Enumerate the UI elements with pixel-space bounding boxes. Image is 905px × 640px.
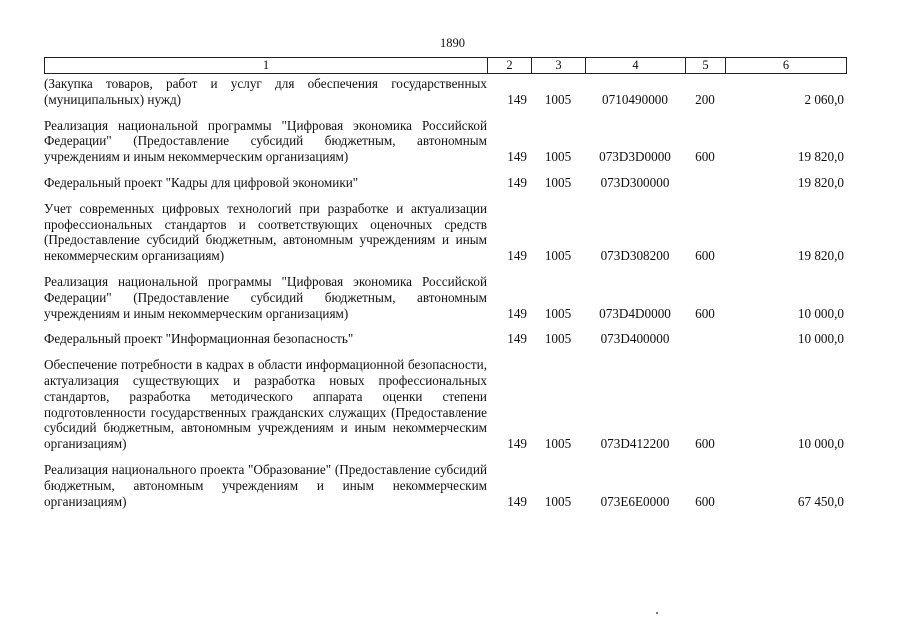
- row-target-code: 073D412200: [600, 436, 670, 452]
- row-amount: 19 820,0: [797, 174, 844, 190]
- column-header-2: 2: [488, 58, 532, 74]
- row-target-code: 0710490000: [602, 91, 668, 107]
- table-row: [44, 274, 846, 321]
- row-expense-type: 600: [695, 305, 715, 321]
- row-ministry-code: 149: [507, 331, 527, 347]
- row-ministry-code: 149: [507, 493, 527, 509]
- table-row: [44, 462, 846, 509]
- row-description: Реализация национальной программы "Цифровая экономика Российской Федерации" (Предоставление субсидий бюджетным, автономным учреждениям и иным некоммерческим организациям): [44, 117, 487, 165]
- scan-speck: [656, 612, 658, 614]
- row-expense-type: 600: [695, 436, 715, 452]
- column-header-row: [45, 58, 847, 74]
- row-section-code: 1005: [544, 174, 572, 190]
- row-description: Реализация национального проекта "Образование" (Предоставление субсидий бюджетным, автономным учреждениям и иным некоммерческим организациям): [44, 461, 487, 509]
- row-section-code: 1005: [544, 493, 572, 509]
- row-section-code: 1005: [544, 436, 572, 452]
- row-section-code: 1005: [544, 331, 572, 347]
- page-number: 1890: [440, 36, 465, 50]
- row-amount: 10 000,0: [797, 436, 844, 452]
- table-row: [44, 118, 846, 165]
- column-header-3: 3: [532, 58, 586, 74]
- row-amount: 10 000,0: [797, 305, 844, 321]
- table-row: [44, 357, 846, 452]
- row-ministry-code: 149: [507, 436, 527, 452]
- table-row: [44, 331, 846, 347]
- row-target-code: 073E6E0000: [600, 493, 670, 509]
- row-ministry-code: 149: [507, 91, 527, 107]
- row-description: Реализация национальной программы "Цифровая экономика Российской Федерации" (Предоставление субсидий бюджетным, автономным учреждениям и иным некоммерческим организациям): [44, 273, 487, 321]
- row-target-code: 073D308200: [600, 248, 670, 264]
- row-section-code: 1005: [544, 248, 572, 264]
- row-expense-type: 600: [695, 149, 715, 165]
- row-amount: 67 450,0: [797, 493, 844, 509]
- row-expense-type: 600: [695, 248, 715, 264]
- row-amount: 19 820,0: [797, 248, 844, 264]
- column-header-6: 6: [726, 58, 847, 74]
- column-header-1: 1: [45, 58, 488, 74]
- row-description: Учет современных цифровых технологий при разработке и актуализации профессиональных стандартов и соответствующих оценочных средств (Предоставление субсидий бюджетным, автономным учреждениям и иным некоммерческим организациям): [44, 200, 487, 264]
- row-amount: 19 820,0: [797, 149, 844, 165]
- row-target-code: 073D300000: [600, 174, 670, 190]
- row-description: Федеральный проект "Информационная безопасность": [44, 331, 354, 347]
- row-ministry-code: 149: [507, 248, 527, 264]
- table-row: [44, 201, 846, 264]
- row-section-code: 1005: [544, 149, 572, 165]
- row-target-code: 073D4D0000: [599, 305, 671, 321]
- column-header-5: 5: [686, 58, 726, 74]
- row-target-code: 073D3D0000: [599, 149, 671, 165]
- row-expense-type: 600: [695, 493, 715, 509]
- column-header-table: [44, 57, 847, 74]
- row-section-code: 1005: [544, 305, 572, 321]
- column-header-4: 4: [586, 58, 686, 74]
- row-amount: 10 000,0: [797, 331, 844, 347]
- row-amount: 2 060,0: [804, 91, 844, 107]
- table-row: [44, 175, 846, 191]
- row-description: (Закупка товаров, работ и услуг для обеспечения государственных (муниципальных) нужд): [44, 76, 487, 107]
- row-section-code: 1005: [544, 91, 572, 107]
- row-ministry-code: 149: [507, 174, 527, 190]
- row-expense-type: 200: [695, 91, 715, 107]
- row-description: Обеспечение потребности в кадрах в области информационной безопасности, актуализация существующих и разработка новых профессиональных стандартов, разработка методического аппарата оценки степени подготовленности государственных гражданских служащих (Предоставление субсидий бюджетным, автономным учреждениям и иным некоммерческим организациям): [44, 357, 487, 452]
- table-row: [44, 76, 846, 108]
- row-description: Федеральный проект "Кадры для цифровой экономики": [44, 174, 359, 190]
- row-ministry-code: 149: [507, 305, 527, 321]
- budget-table-body: [44, 76, 846, 509]
- row-ministry-code: 149: [507, 149, 527, 165]
- row-target-code: 073D400000: [600, 331, 670, 347]
